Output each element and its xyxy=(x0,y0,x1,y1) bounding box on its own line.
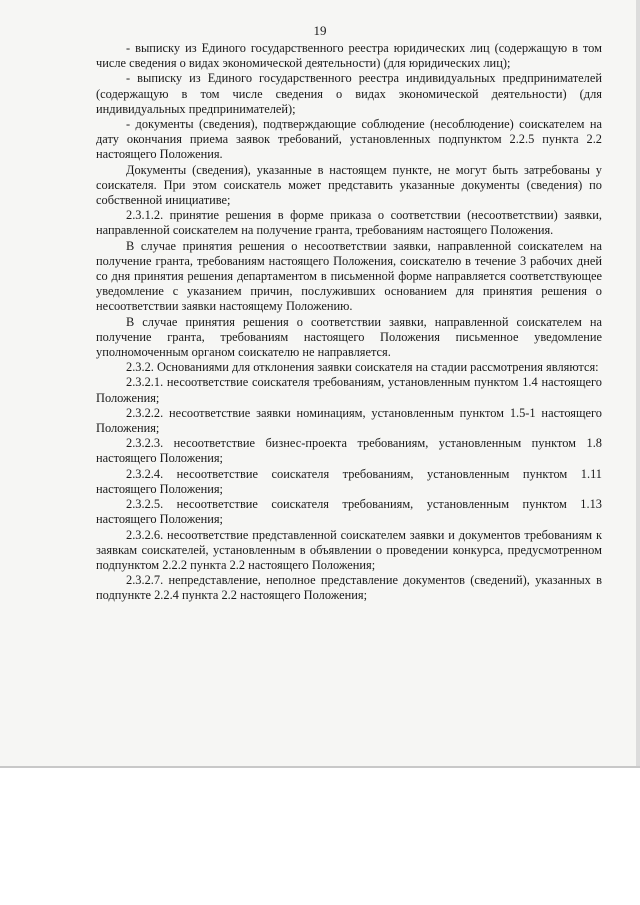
paragraph-documents-not-required: Документы (сведения), указанные в настоящем пункте, не могут быть затребованы у соискателя. При этом соискатель может представить указанные документы (сведения) по собственной инициативе; xyxy=(96,162,602,208)
paragraph-egrip-extract: - выписку из Единого государственного реестра индивидуальных предпринимателей (содержащую в том числе сведения о видах экономической деятельности) (для индивидуальных предпринимателей); xyxy=(96,71,602,116)
document-body xyxy=(96,41,602,604)
page-right-edge xyxy=(636,0,640,768)
paragraph-2-3-2-2: 2.3.2.2. несоответствие заявки номинациям, установленным пунктом 1.5-1 настоящего Положения; xyxy=(96,405,602,436)
paragraph-2-3-2-3: 2.3.2.3. несоответствие бизнес-проекта требованиям, установленным пунктом 1.8 настоящего Положения; xyxy=(96,436,602,466)
paragraph-2-3-2-7: 2.3.2.7. непредставление, неполное представление документов (сведений), указанных в подпункте 2.2.4 пункта 2.2 настоящего Положения; xyxy=(96,573,602,603)
page-number: 19 xyxy=(313,23,327,38)
paragraph-2-3-1-2: 2.3.1.2. принятие решения в форме приказа о соответствии (несоответствии) заявки, направленной соискателем на получение гранта, требованиям настоящего Положения. xyxy=(96,208,602,238)
paragraph-2-3-2-5: 2.3.2.5. несоответствие соискателя требованиям, установленным пунктом 1.13 настоящего Положения; xyxy=(96,497,602,527)
paragraph-nonconformity-decision: В случае принятия решения о несоответствии заявки, направленной соискателем на получение гранта, требованиям настоящего Положения, соискателю в течение 3 рабочих дней со дня принятия решения департаментом в письменной форме направляется соответствующее уведомление с указанием причин, послуживших основанием для принятия решения о несоответствии заявки настоящему Положению. xyxy=(96,238,602,314)
paragraph-compliance-documents: - документы (сведения), подтверждающие соблюдение (несоблюдение) соискателем на дату окончания приема заявок требований, установленных подпунктом 2.2.5 пункта 2.2 настоящего Положения. xyxy=(96,117,602,162)
paragraph-2-3-2-6: 2.3.2.6. несоответствие представленной соискателем заявки и документов требованиям к заявкам соискателей, установленным в объявлении о проведении конкурса, предусмотренном подпунктом 2.2.2 пункта 2.2 настоящего Положения; xyxy=(96,527,602,572)
paragraph-2-3-2-1: 2.3.2.1. несоответствие соискателя требованиям, установленным пунктом 1.4 настоящего Положения; xyxy=(96,375,602,405)
paragraph-egrul-extract: - выписку из Единого государственного реестра юридических лиц (содержащую в том числе сведения о видах экономической деятельности) (для юридических лиц); xyxy=(96,41,602,71)
paragraph-2-3-2-4: 2.3.2.4. несоответствие соискателя требованиям, установленным пунктом 1.11 настоящего Положения; xyxy=(96,466,602,496)
paragraph-conformity-decision: В случае принятия решения о соответствии заявки, направленной соискателем на получение гранта, требованиям настоящего Положения письменное уведомление уполномоченным органом соискателю не направляется. xyxy=(96,314,602,360)
page-bottom-edge xyxy=(0,766,640,768)
paragraph-2-3-2: 2.3.2. Основаниями для отклонения заявки соискателя на стадии рассмотрения являются: xyxy=(126,360,599,375)
